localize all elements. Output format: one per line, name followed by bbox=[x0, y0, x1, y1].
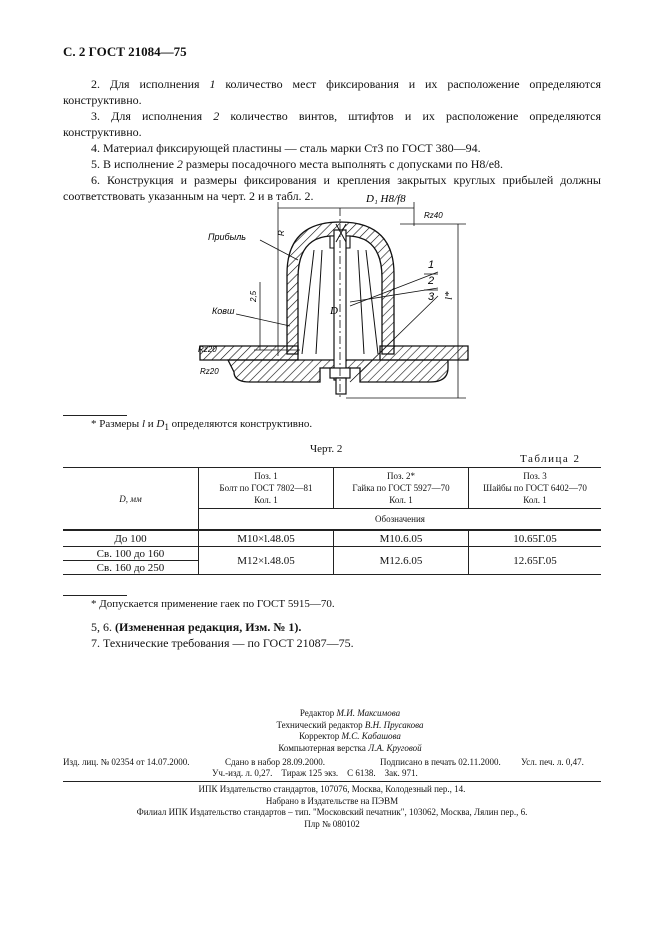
table-title: Таблица 2 bbox=[520, 453, 581, 465]
technical-drawing bbox=[190, 186, 480, 408]
paragraph-6: 6. Конструкция и размеры фиксирования и крепления закрытых круглых прибылей должны соответствовать указанным на черт. 2 и в табл. 2. bbox=[63, 173, 601, 203]
paragraph-3: 3. Для исполнения 2 количество винтов, штифтов и их расположение определяются конструктивно. bbox=[63, 109, 601, 139]
pos-1: 1 bbox=[428, 259, 435, 271]
figure-caption: Черт. 2 bbox=[310, 443, 343, 455]
label-probyl: Прибыль bbox=[208, 232, 247, 242]
note-56: 5, 6. (Измененная редакция, Изм. № 1). bbox=[91, 620, 302, 634]
rough-top: Rz40 bbox=[424, 211, 443, 220]
pos-2: 2 bbox=[428, 275, 435, 287]
pub-sheets: Усл. печ. л. 0,47. bbox=[521, 757, 584, 767]
rough-left1: Rz20 bbox=[198, 345, 217, 354]
specs-table bbox=[63, 467, 601, 575]
dim-d1: D₁ H8/f8 bbox=[366, 193, 406, 205]
note-7: 7. Технические требования — по ГОСТ 21087—75. bbox=[91, 636, 354, 650]
col-nut-header: Поз. 2* Гайка по ГОСТ 5927—70 Кол. 1 bbox=[334, 468, 469, 509]
footnote-2: * Допускается применение гаек по ГОСТ 5915—70. bbox=[91, 598, 335, 610]
col-bolt-header: Поз. 1 Болт по ГОСТ 7802—81 Кол. 1 bbox=[199, 468, 334, 509]
r-label: 2,5 bbox=[249, 290, 258, 302]
footnote-1: * Размеры l и $D_1$ определяются конструктивно. bbox=[91, 418, 313, 433]
col-washer-header: Поз. 3 Шайбы по ГОСТ 6402—70 Кол. 1 bbox=[469, 468, 602, 509]
r-label2: R bbox=[277, 230, 286, 236]
footnote-separator-2 bbox=[63, 595, 127, 596]
label-kovsh: Ковш bbox=[212, 306, 235, 316]
paragraph-4: 4. Материал фиксирующей пластины — сталь марки Ст3 по ГОСТ 380—94. bbox=[91, 141, 481, 155]
pub-typeset: Сдано в набор 28.09.2000. bbox=[225, 757, 326, 767]
rough-left2: Rz20 bbox=[200, 367, 219, 376]
pub-signed: Подписано в печать 02.11.2000. bbox=[380, 757, 501, 767]
table-row: Св. 100 до 160 М12×l.48.05 М12.6.05 12.65Г.05 bbox=[63, 547, 601, 561]
paragraph-2: 2. Для исполнения 1 количество мест фиксирования и их расположение определяются конструктивно. bbox=[63, 77, 602, 107]
dim-d: D bbox=[330, 305, 338, 317]
imprint-separator bbox=[63, 781, 601, 782]
footnote-separator bbox=[63, 415, 127, 416]
editors-block: Редактор М.И. Максимова Технический редактор В.Н. Прусакова Корректор М.С. Кабашова Компьютерная верстка Л.А. Круговой bbox=[276, 708, 424, 753]
pub-details: Уч.-изд. л. 0,27. Тираж 125 экз. С 6138. Зак. 971. bbox=[212, 768, 418, 778]
col-d-header: D, мм bbox=[63, 468, 199, 531]
pub-license: Изд. лиц. № 02354 от 14.07.2000. bbox=[63, 757, 190, 767]
dim-l: l* bbox=[443, 291, 455, 300]
table-row: До 100 М10×l.48.05 М10.6.05 10.65Г.05 bbox=[63, 530, 601, 547]
imprint: ИПК Издательство стандартов, 107076, Москва, Колодезный пер., 14. Набрано в Издательстве на ПЭВМ Филиал ИПК Издательство стандартов – тип. "Московский печатник", 103062, Москва, Лялин пер., 6. Плр № 080102 bbox=[136, 784, 528, 829]
designations-header: Обозначения bbox=[199, 509, 602, 531]
pos-3: 3 bbox=[428, 291, 435, 303]
table-row: Св. 160 до 250 bbox=[63, 561, 601, 575]
paragraph-5: 5. В исполнение 2 размеры посадочного места выполнять с допусками по H8/e8. bbox=[91, 157, 504, 171]
page-header: С. 2 ГОСТ 21084—75 bbox=[63, 44, 187, 59]
